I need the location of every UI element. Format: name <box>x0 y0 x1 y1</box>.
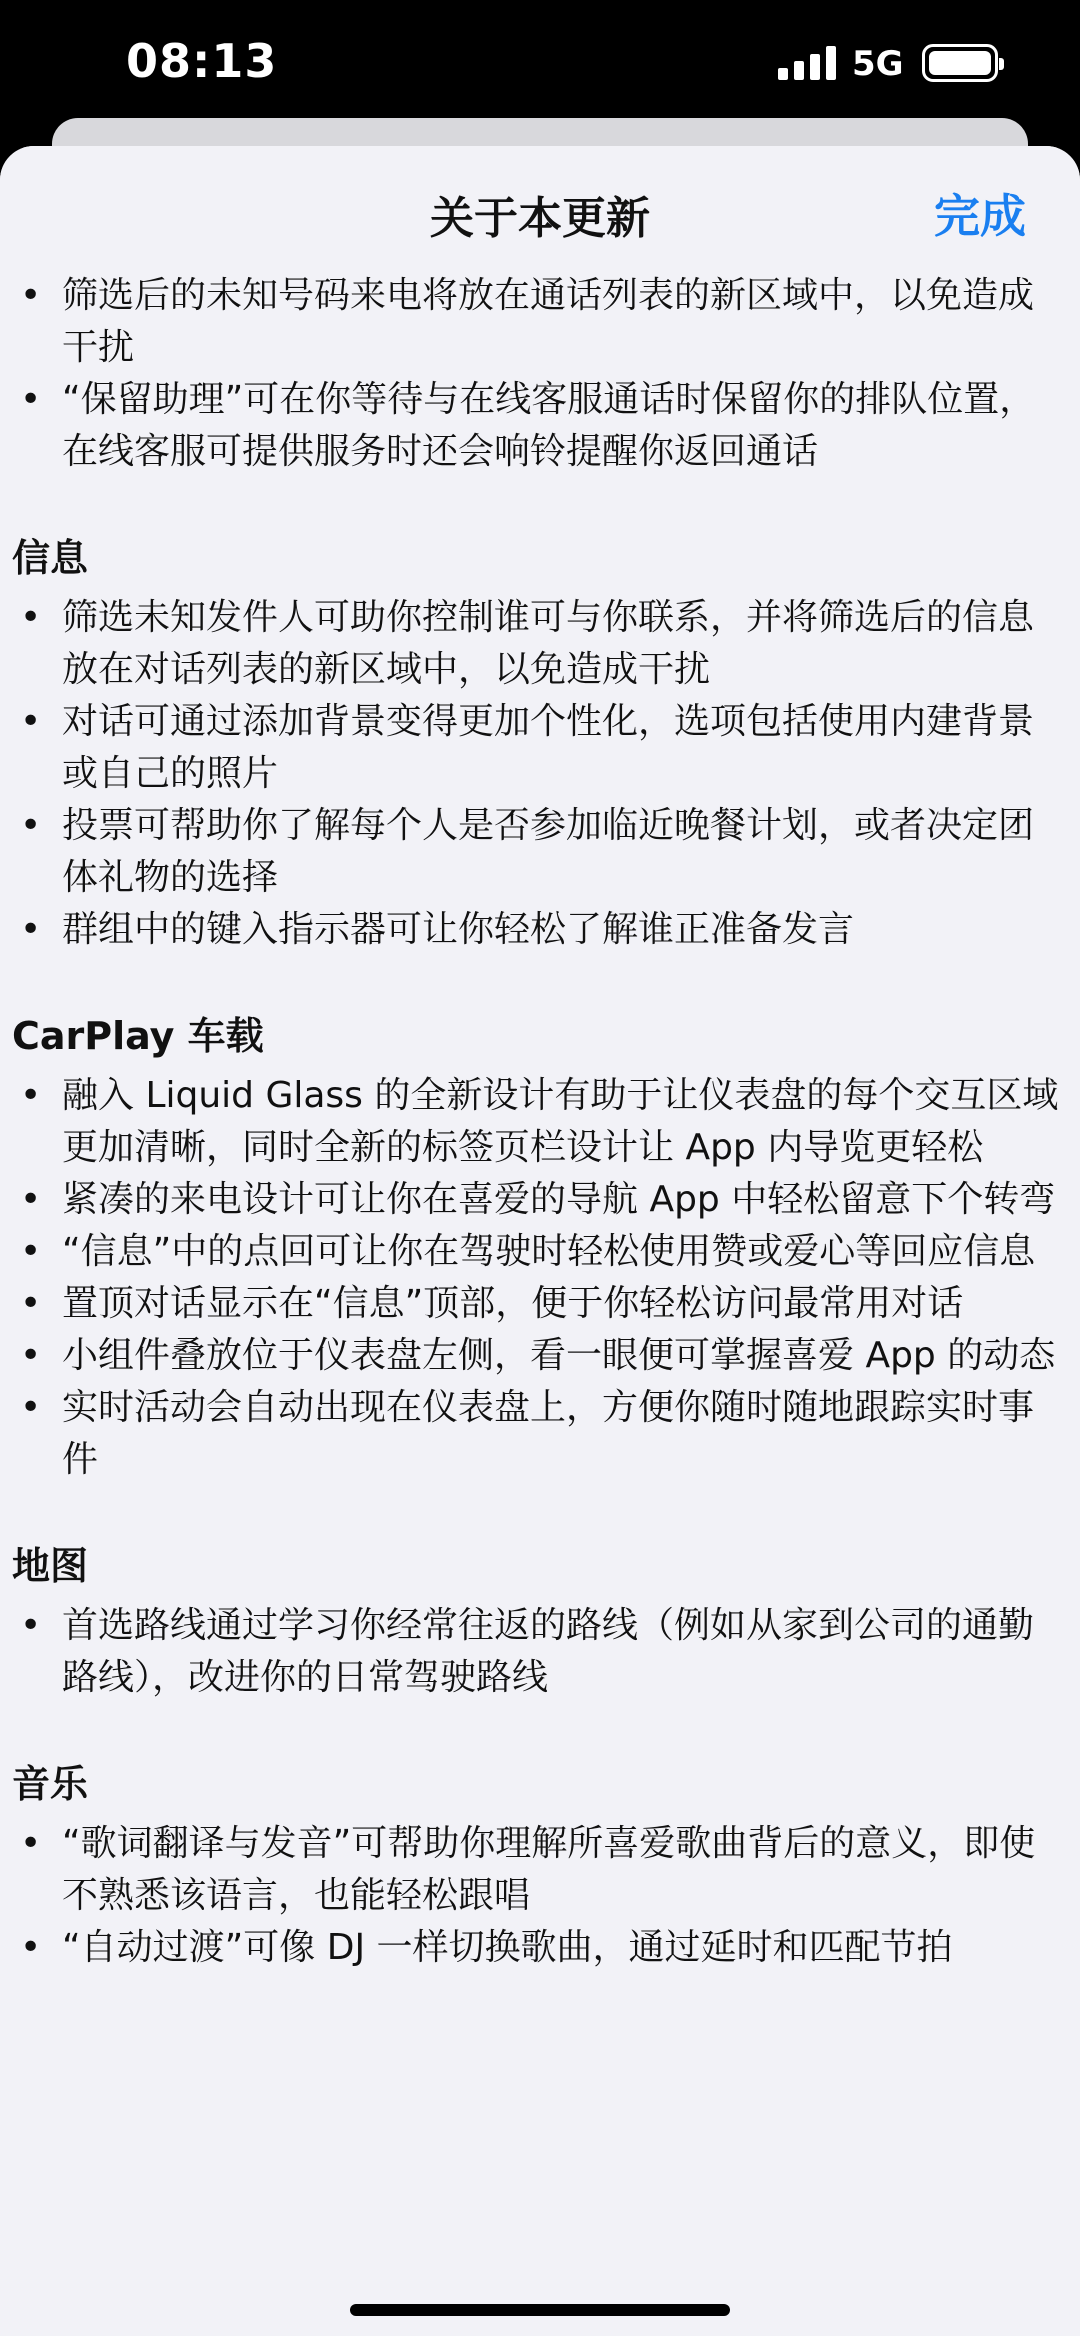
section-title: 信息 <box>12 536 89 580</box>
update-notes-sheet <box>0 146 1080 2336</box>
list-item: • “歌词翻译与发音”可帮助你理解所喜爱歌曲背后的意义，即使不熟悉该语言，也能轻松跟唱 <box>12 1818 1080 1922</box>
sheet-header <box>0 146 1080 272</box>
network-type: 5G <box>852 44 904 84</box>
list-item: • 实时活动会自动出现在仪表盘上，方便你随时随地跟踪实时事件 <box>12 1382 1080 1486</box>
list-item: • 筛选未知发件人可助你控制谁可与你联系，并将筛选后的信息放在对话列表的新区域中，以免造成干扰 <box>12 592 1080 696</box>
sheet-title: 关于本更新 <box>430 193 650 244</box>
cellular-signal-icon <box>778 46 836 80</box>
section-maps <box>0 1538 1080 1704</box>
battery-icon <box>922 44 998 82</box>
list-item: • 置顶对话显示在“信息”顶部，便于你轻松访问最常用对话 <box>12 1278 1080 1330</box>
list-item: • “信息”中的点回可让你在驾驶时轻松使用赞或爱心等回应信息 <box>12 1226 1080 1278</box>
section-title: CarPlay 车载 <box>12 1014 264 1058</box>
list-item: • 群组中的键入指示器可让你轻松了解谁正准备发言 <box>12 904 1080 956</box>
list-item: • 融入 Liquid Glass 的全新设计有助于让仪表盘的每个交互区域更加清晰，同时全新的标签页栏设计让 App 内导览更轻松 <box>12 1070 1080 1174</box>
status-bar <box>0 0 1080 135</box>
section-title: 音乐 <box>12 1762 89 1806</box>
section-messages <box>0 530 1080 956</box>
list-item: • 首选路线通过学习你经常往返的路线（例如从家到公司的通勤路线），改进你的日常驾驶路线 <box>12 1600 1080 1704</box>
list-item: • 筛选后的未知号码来电将放在通话列表的新区域中，以免造成干扰 <box>12 270 1080 374</box>
home-indicator[interactable] <box>350 2304 730 2316</box>
list-item: • 对话可通过添加背景变得更加个性化，选项包括使用内建背景或自己的照片 <box>12 696 1080 800</box>
section-title: 地图 <box>12 1544 89 1588</box>
section-phone-continued <box>0 270 1080 478</box>
list-item: • 投票可帮助你了解每个人是否参加临近晚餐计划，或者决定团体礼物的选择 <box>12 800 1080 904</box>
list-item: • 紧凑的来电设计可让你在喜爱的导航 App 中轻松留意下个转弯 <box>12 1174 1080 1226</box>
list-item: • 小组件叠放位于仪表盘左侧，看一眼便可掌握喜爱 App 的动态 <box>12 1330 1080 1382</box>
list-item: • “保留助理”可在你等待与在线客服通话时保留你的排队位置，在线客服可提供服务时还会响铃提醒你返回通话 <box>12 374 1080 478</box>
status-time: 08:13 <box>126 34 278 88</box>
release-notes[interactable] <box>0 270 1080 2026</box>
section-music <box>0 1756 1080 1974</box>
section-carplay <box>0 1008 1080 1486</box>
battery-level <box>929 51 991 75</box>
done-button[interactable]: 完成 <box>934 189 1026 243</box>
list-item: • “自动过渡”可像 DJ 一样切换歌曲，通过延时和匹配节拍 <box>12 1922 1080 1974</box>
